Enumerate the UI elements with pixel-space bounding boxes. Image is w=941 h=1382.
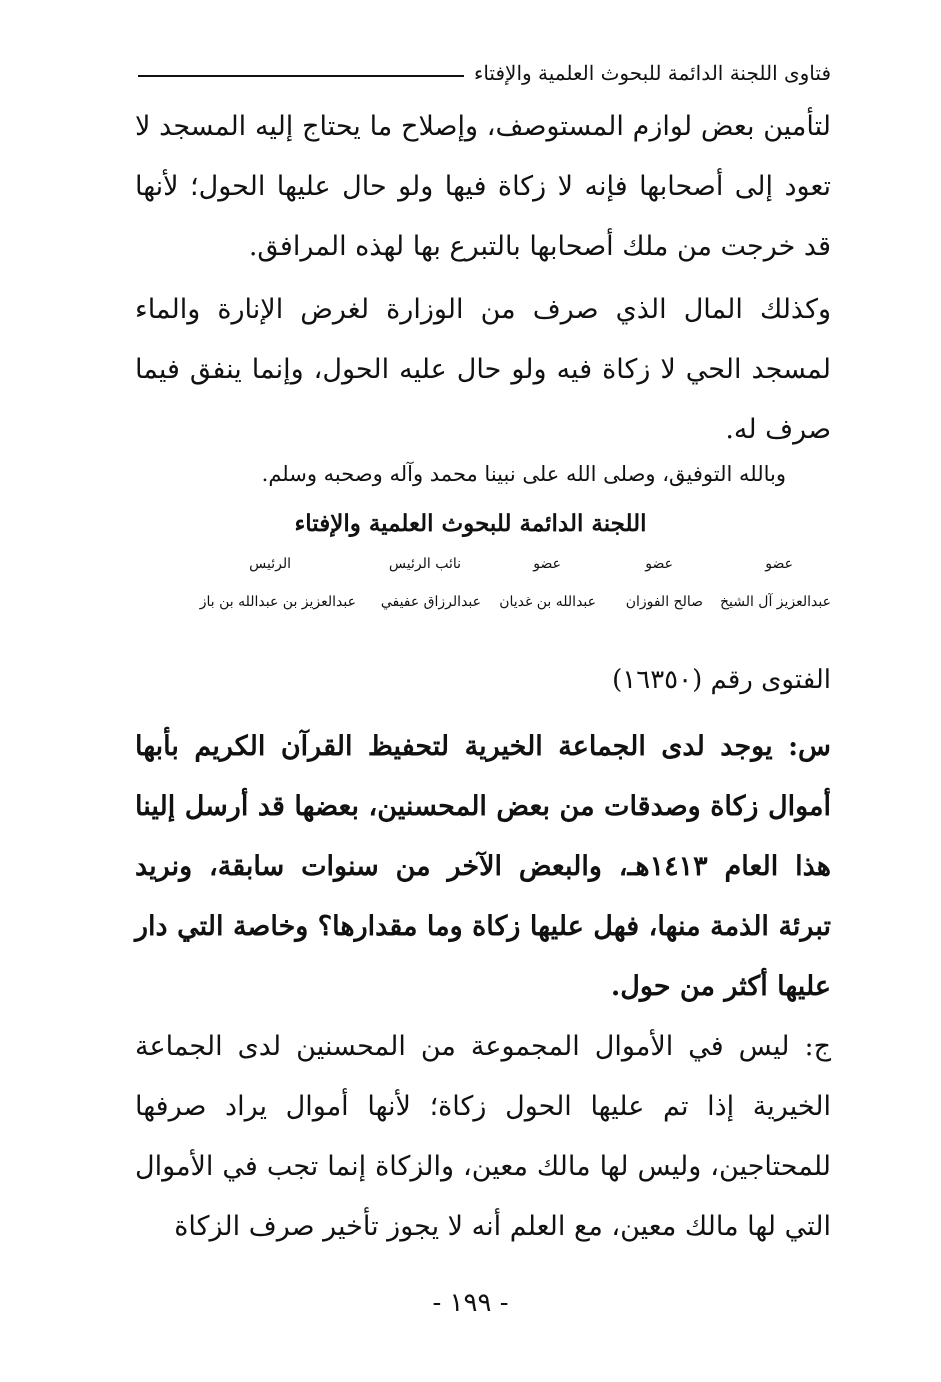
name-abdulaziz-al-sheikh: عبدالعزيز آل الشيخ (719, 594, 831, 610)
role-president: الرئيس (249, 556, 291, 572)
role-member-3: عضو (533, 556, 561, 572)
question-paragraph: س: يوجد لدى الجماعة الخيرية لتحفيظ القرآن الكريم بأبها أموال زكاة وصدقات من بعض المحسنين، بعضها قد أرسل إلينا هذا العام ١٤١٣هـ، والبعض الآخر من سنوات سابقة، ونريد تبرئة الذمة منها، فهل عليها زكاة وما مقدارها؟ وخاصة التي دار عليها أكثر من حول. (135, 731, 831, 1002)
role-member-1: عضو (765, 556, 793, 572)
name-saleh-al-fawzan: صالح الفوزان (625, 594, 703, 610)
closing-prayer: وبالله التوفيق، وصلى الله على نبينا محمد وآله وصحبه وسلم. (261, 462, 786, 486)
committee-name: اللجنة الدائمة للبحوث العلمية والإفتاء (294, 510, 647, 537)
running-header (138, 55, 831, 91)
name-abdulrazzaq-afifi: عبدالرزاق عفيفي (380, 594, 481, 610)
header-rule (138, 75, 464, 77)
role-member-2: عضو (645, 556, 673, 572)
name-abdulaziz-bin-baz: عبدالعزيز بن عبدالله بن باز (199, 594, 356, 610)
answer-paragraph: ج: ليس في الأموال المجموعة من المحسنين لدى الجماعة الخيرية إذا تم عليها الحول زكاة؛ لأنها أموال يراد صرفها للمحتاجين، وليس لها مالك معين، والزكاة إنما تجب في الأموال التي لها مالك معين، مع العلم أنه لا يجوز تأخير صرف الزكاة (135, 1031, 831, 1242)
page-number: - ١٩٩ - (432, 1288, 509, 1318)
fatwa-number: الفتوى رقم (١٦٣٥٠) (612, 665, 831, 695)
paragraph-mosque-donations: لتأمين بعض لوازم المستوصف، وإصلاح ما يحتاج إليه المسجد لا تعود إلى أصحابها فإنه لا زكاة فيها ولو حال عليها الحول؛ لأنها قد خرجت من ملك أصحابها بالتبرع بها لهذه المرافق. (135, 111, 831, 262)
header-title: فتاوى اللجنة الدائمة للبحوث العلمية والإفتاء (473, 61, 831, 85)
role-vice-president: نائب الرئيس (388, 556, 461, 572)
paragraph-ministry-funds: وكذلك المال الذي صرف من الوزارة لغرض الإنارة والماء لمسجد الحي لا زكاة فيه ولو حال عليه الحول، وإنما ينفق فيما صرف له. (135, 294, 831, 445)
name-abdullah-ghudayan: عبدالله بن غديان (499, 594, 596, 610)
